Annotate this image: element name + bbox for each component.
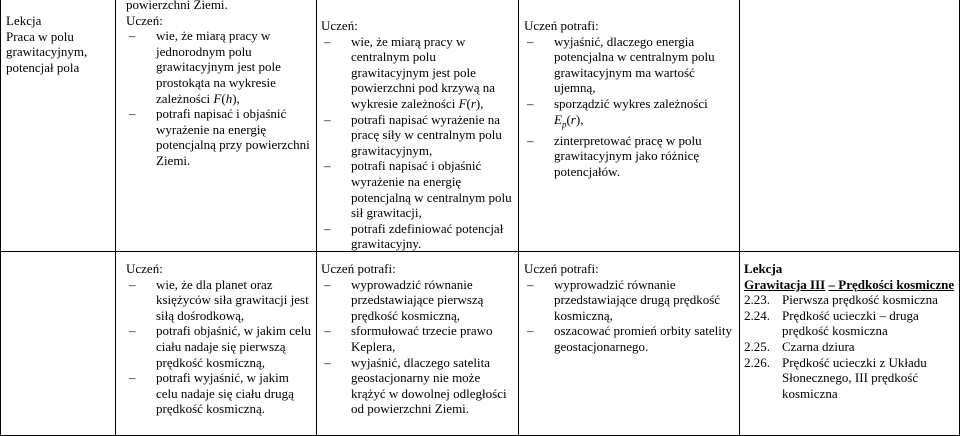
block-head: Uczeń: xyxy=(321,18,358,33)
next-lesson-header: Lekcja xyxy=(744,261,783,276)
block-head: Uczeń: xyxy=(126,261,163,276)
list-item: – wyprowadzić równanie przedstawiające pierwszą prędkość kosmiczną, xyxy=(321,277,515,324)
lesson-name-line: Praca w polu xyxy=(6,28,74,44)
topic-text: Prędkość ucieczki – druga prędkość kosmiczna xyxy=(782,307,919,339)
list-item: – sporządzić wykres zależności $E_p(r)$, xyxy=(524,96,736,133)
topic-list xyxy=(744,292,956,401)
continued-text: powierzchni Ziemi. xyxy=(126,0,228,12)
list-item: – wyjaśnić, dlaczego satelita geostacjonarny nie może krążyć w dowolnej odległości od powierzchni Ziemi. xyxy=(321,355,515,417)
topic-item xyxy=(744,292,956,308)
list-item: – potrafi napisać i objaśnić wyrażenie na energię potencjalną w centralnym polu sił grawitacji, xyxy=(321,158,515,220)
next-lesson-cell xyxy=(744,261,956,401)
list-item: – wie, że miarą pracy w jednorodnym polu grawitacyjnym jest pole prostokąta na wykresie zależności F(h), xyxy=(126,28,312,106)
topic-number: 2.23. xyxy=(744,292,770,308)
list-item: – potrafi zdefiniować potencjał grawitacyjny. xyxy=(321,221,515,252)
requirement-list xyxy=(126,277,312,417)
list-item: – wyprowadzić równanie przedstawiające drugą prędkość kosmiczną, xyxy=(524,277,736,324)
table-border-col2 xyxy=(316,0,317,436)
block-head: Uczeń potrafi: xyxy=(524,18,599,33)
topic-text: Pierwsza prędkość kosmiczna xyxy=(782,292,938,308)
topic-number: 2.26. xyxy=(744,354,770,370)
lesson-header: Lekcja xyxy=(6,13,42,28)
requirement-list xyxy=(524,277,736,355)
list-item: – potrafi napisać wyrażenie na pracę siły w centralnym polu grawitacyjnym, xyxy=(321,112,515,159)
topic-text: Prędkość ucieczki z Układu Słonecznego, III prędkość kosmiczna xyxy=(782,354,927,401)
block-head: Uczeń: xyxy=(126,12,163,28)
topic-number: 2.24. xyxy=(744,307,770,323)
requirement-list xyxy=(321,34,515,252)
lesson-cell xyxy=(6,13,111,75)
list-item: – wie, że dla planet oraz księżyców siła grawitacji jest siłą dośrodkową, xyxy=(126,277,312,324)
topic-item xyxy=(744,308,956,339)
next-lesson-title-part1: Grawitacja III xyxy=(744,276,826,292)
lesson-name-line: potencjał pola xyxy=(6,59,80,75)
block-head: Uczeń potrafi: xyxy=(321,261,396,276)
topic-item xyxy=(744,355,956,402)
list-item: – potrafi napisać i objaśnić wyrażenie na energię potencjalną przy powierzchni Ziemi. xyxy=(126,106,312,168)
topic-item xyxy=(744,339,956,355)
next-lesson-title-part2: – Prędkości kosmiczne xyxy=(828,276,955,292)
requirement-list xyxy=(524,34,736,180)
topic-number: 2.25. xyxy=(744,338,770,354)
list-item: – zinterpretować pracę w polu grawitacyjnym jako różnicę potencjałów. xyxy=(524,133,736,180)
requirements-basic-cell xyxy=(126,0,312,169)
list-item: – wie, że miarą pracy w centralnym polu grawitacyjnym jest pole powierzchni pod krzywą na wykresie zależności F(r), xyxy=(321,34,515,112)
requirements-extended-cell xyxy=(321,18,515,252)
list-item: – potrafi objaśnić, w jakim celu ciału nadaje się pierwszą prędkość kosmiczną, xyxy=(126,323,312,370)
list-item: – wyjaśnić, dlaczego energia potencjalna w centralnym polu grawitacyjnym ma wartość ujemną, xyxy=(524,34,736,96)
list-item: – oszacować promień orbity satelity geostacjonarnego. xyxy=(524,323,736,354)
requirements-extended-cell-2 xyxy=(321,261,515,417)
table-border-col4 xyxy=(739,0,740,436)
block-head: Uczeń potrafi: xyxy=(524,261,599,276)
requirements-advanced-cell-2 xyxy=(524,261,736,355)
lesson-name-line: grawitacyjnym, xyxy=(6,44,88,60)
requirements-advanced-cell xyxy=(524,18,736,180)
requirements-basic-cell-2 xyxy=(126,261,312,417)
table-border-left xyxy=(0,0,1,436)
requirement-list xyxy=(321,277,515,417)
list-item: – sformułować trzecie prawo Keplera, xyxy=(321,323,515,354)
next-lesson-title xyxy=(744,277,956,293)
topic-text: Czarna dziura xyxy=(782,338,855,354)
requirement-list xyxy=(126,28,312,168)
table-border-col3 xyxy=(518,0,519,436)
list-item: – potrafi wyjaśnić, w jakim celu nadaje się ciału drugą prędkość kosmiczną. xyxy=(126,370,312,417)
table-border-col1 xyxy=(115,0,116,436)
